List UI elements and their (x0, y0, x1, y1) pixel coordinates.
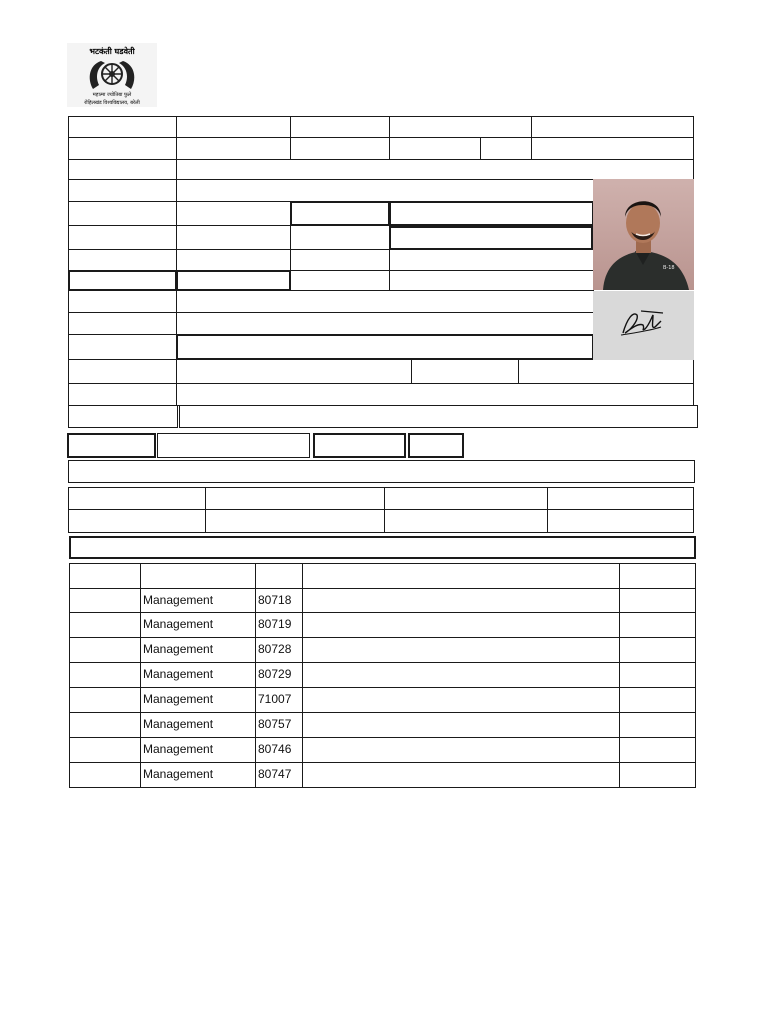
form-value-cell (176, 137, 291, 160)
form-label-cell (68, 359, 177, 384)
form-value-cell (389, 270, 594, 291)
form-label-cell (290, 225, 390, 250)
grid-cell (547, 487, 694, 510)
applicant-signature (593, 291, 694, 360)
table-cell (69, 762, 141, 788)
form-value-cell (531, 116, 694, 138)
mid-box (67, 433, 156, 458)
form-value-cell (176, 270, 291, 291)
form-value-cell (176, 116, 291, 138)
form-value-cell (176, 225, 291, 250)
form-label-cell (68, 249, 177, 271)
table-cell (302, 687, 620, 713)
table-cell (69, 712, 141, 738)
form-value-cell (176, 359, 412, 384)
course-type: Management (143, 642, 214, 656)
course-code: 80719 (258, 617, 292, 631)
form-value-cell (531, 137, 694, 160)
table-header-cell (69, 563, 141, 589)
grid-cell (68, 487, 206, 510)
table-cell (619, 737, 696, 763)
grid-cell (205, 509, 385, 533)
form-value-cell (176, 249, 291, 271)
form-value-cell (179, 405, 698, 428)
form-label-cell (68, 312, 177, 335)
course-code: 80757 (258, 717, 292, 731)
course-code: 71007 (258, 692, 292, 706)
course-type: Management (143, 767, 214, 781)
table-cell (302, 588, 620, 614)
table-cell (302, 637, 620, 663)
course-code: 80729 (258, 667, 292, 681)
table-header-cell (140, 563, 256, 589)
form-label-cell (411, 359, 519, 384)
table-cell (302, 712, 620, 738)
table-header-cell (255, 563, 303, 589)
course-code: 80718 (258, 593, 292, 607)
course-type: Management (143, 593, 214, 607)
form-value-cell (389, 137, 481, 160)
university-logo (67, 43, 157, 107)
form-label-cell (68, 290, 177, 313)
form-value-cell (176, 290, 594, 313)
applicant-photo (593, 179, 694, 290)
form-label-cell (290, 137, 390, 160)
form-value-cell (389, 249, 594, 271)
form-label-cell (68, 383, 177, 406)
table-cell (619, 588, 696, 614)
logo-line2: रोहिलखंड विश्वविद्यालय, बरेली (84, 100, 140, 106)
table-cell (619, 637, 696, 663)
form-value-cell (176, 383, 694, 406)
form-label-cell (290, 270, 390, 291)
mid-box (408, 433, 464, 458)
table-cell (619, 612, 696, 638)
table-cell (619, 762, 696, 788)
grid-cell (547, 509, 694, 533)
form-label-cell (68, 201, 177, 226)
table-cell (302, 762, 620, 788)
form-label-cell (68, 179, 177, 202)
form-label-cell (290, 249, 390, 271)
table-cell (302, 612, 620, 638)
table-cell (69, 662, 141, 688)
course-type: Management (143, 692, 214, 706)
course-code: 80728 (258, 642, 292, 656)
form-label-cell (68, 225, 177, 250)
table-cell (302, 737, 620, 763)
mid-box (157, 433, 310, 458)
table-header-cell (619, 563, 696, 589)
section-header-bar (68, 460, 695, 483)
form-label-cell (68, 137, 177, 160)
table-cell (302, 662, 620, 688)
shirt-print-text: B-18 (663, 265, 675, 271)
form-label-cell (68, 116, 177, 138)
table-cell (69, 737, 141, 763)
grid-cell (68, 509, 206, 533)
form-value-cell (176, 312, 594, 335)
form-value-cell (389, 226, 593, 250)
form-label-cell (68, 159, 177, 180)
mid-box (313, 433, 406, 458)
form-label-cell (290, 116, 390, 138)
course-type: Management (143, 742, 214, 756)
form-label-cell (480, 137, 532, 160)
table-cell (69, 687, 141, 713)
logo-line1: महात्मा ज्योतिबा फुले (92, 92, 132, 98)
form-label-cell (68, 270, 177, 291)
course-type: Management (143, 667, 214, 681)
table-header-cell (302, 563, 620, 589)
form-label-cell (290, 201, 390, 226)
form-value-cell (389, 201, 594, 226)
grid-cell (205, 487, 385, 510)
form-value-cell (176, 334, 594, 360)
logo-top-text: भटकंती घडवेती (89, 47, 135, 56)
course-code: 80746 (258, 742, 292, 756)
course-code: 80747 (258, 767, 292, 781)
table-cell (619, 687, 696, 713)
form-label-cell (68, 405, 178, 428)
course-type: Management (143, 717, 214, 731)
grid-cell (384, 509, 548, 533)
course-type: Management (143, 617, 214, 631)
grid-cell (384, 487, 548, 510)
form-label-cell (68, 334, 177, 360)
table-cell (69, 637, 141, 663)
form-value-cell (176, 159, 694, 180)
form-value-cell (518, 359, 694, 384)
table-cell (69, 612, 141, 638)
table-cell (619, 662, 696, 688)
table-cell (69, 588, 141, 614)
form-value-cell (389, 116, 532, 138)
section-header-bar (69, 536, 696, 559)
form-value-cell (176, 201, 291, 226)
form-value-cell (176, 179, 594, 202)
table-cell (619, 712, 696, 738)
